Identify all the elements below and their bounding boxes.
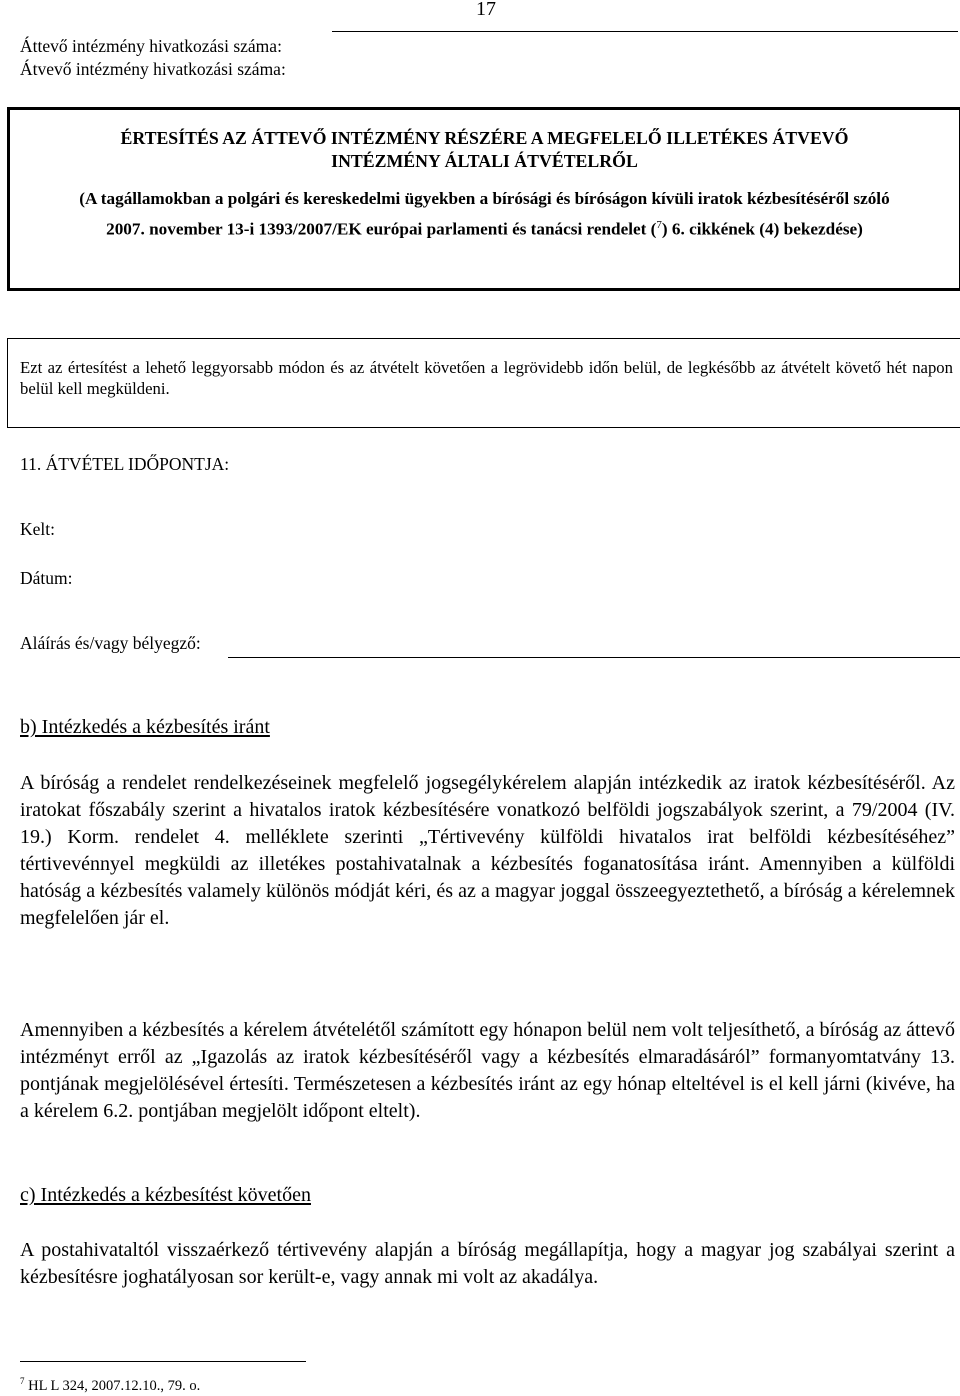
- subtitle-text-before: (A tagállamokban a polgári és kereskedelmi ügyekben a bírósági és bíróságon kívüli iratok kézbesítéséről szóló 2007. november 13-i 1393/2007/EK európai parlamenti és tanácsi rendelet (: [79, 189, 890, 239]
- notice-text: Ezt az értesítést a lehető leggyorsabb módon és az átvételt követően a legrövidebb időn belül, de legkésőbb az átvételt követő hét napon belül kell megküldeni.: [20, 358, 953, 398]
- footnote-marker: 7: [20, 1376, 25, 1386]
- receiver-reference-label: Átvevő intézmény hivatkozási száma:: [20, 59, 286, 79]
- section-c-paragraph: A postahivataltól visszaérkező tértivevény alapján a bíróság megállapítja, hogy a magyar jog szabályai szerint a kézbesítésre joghatályosan sor került-e, vagy annak mi volt az akadálya.: [20, 1239, 955, 1288]
- header-rule: [332, 31, 958, 32]
- title-box: [7, 107, 960, 291]
- sender-reference-label: Áttevő intézmény hivatkozási száma:: [20, 36, 282, 56]
- signature-line: [228, 657, 960, 658]
- footnote: [20, 1376, 200, 1395]
- section-b-heading: b) Intézkedés a kézbesítés iránt: [20, 716, 270, 738]
- notice-box: [7, 338, 960, 428]
- footnote-rule: [20, 1361, 306, 1362]
- title-line-1: ÉRTESÍTÉS AZ ÁTTEVŐ INTÉZMÉNY RÉSZÉRE A MEGFELELŐ ILLETÉKES ÁTVEVŐ: [120, 128, 849, 148]
- document-title: [10, 127, 959, 173]
- receipt-date-heading: 11. ÁTVÉTEL IDŐPONTJA:: [20, 454, 230, 474]
- footnote-reference: 7: [656, 219, 662, 231]
- kelt-label: Kelt:: [20, 519, 55, 539]
- datum-label: Dátum:: [20, 568, 73, 588]
- section-b-paragraph-2: Amennyiben a kézbesítés a kérelem átvételétől számított egy hónapon belül nem volt teljesíthető, a bíróság az áttevő intézményt erről az „Igazolás az iratok kézbesítéséről vagy a kézbesítés elmaradásáról” formanyomtatvány 13. pontjának megjelölésével értesíti. Természetesen a kézbesítés iránt az egy hónap elteltével is el kell járni (kivéve, ha a kérelem 6.2. pontjában megjelölt időpont eltelt).: [20, 1019, 955, 1122]
- subtitle-text-after: ) 6. cikkének (4) bekezdése): [661, 219, 863, 239]
- footnote-text: HL L 324, 2007.12.10., 79. o.: [24, 1377, 201, 1394]
- section-c-heading: c) Intézkedés a kézbesítést követően: [20, 1184, 311, 1206]
- page-number: 17: [476, 0, 496, 20]
- signature-label: Aláírás és/vagy bélyegző:: [20, 633, 201, 653]
- document-subtitle: [10, 186, 959, 243]
- title-line-2: INTÉZMÉNY ÁLTALI ÁTVÉTELRŐL: [331, 151, 638, 171]
- section-b-paragraph-1: A bíróság a rendelet rendelkezéseinek megfelelő jogsegélykérelem alapján intézkedik az iratok kézbesítéséről. Az iratokat főszabály szerint a hivatalos iratok kézbesítésére vonatkozó belföldi jogszabályok szerint, a 79/2004 (IV. 19.) Korm. rendelet 4. melléklete szerinti „Tértivevény külföldi hivatalos irat belföldi kézbesítéséhez” tértivevénnyel megküldi az illetékes postahivatalnak a kézbesítés foganatosítása iránt. Amennyiben a külföldi hatóság a kézbesítés valamely különös módját kéri, és az a magyar joggal összeegyeztethető, a bíróság a kérelemnek megfelelően jár el.: [20, 772, 955, 929]
